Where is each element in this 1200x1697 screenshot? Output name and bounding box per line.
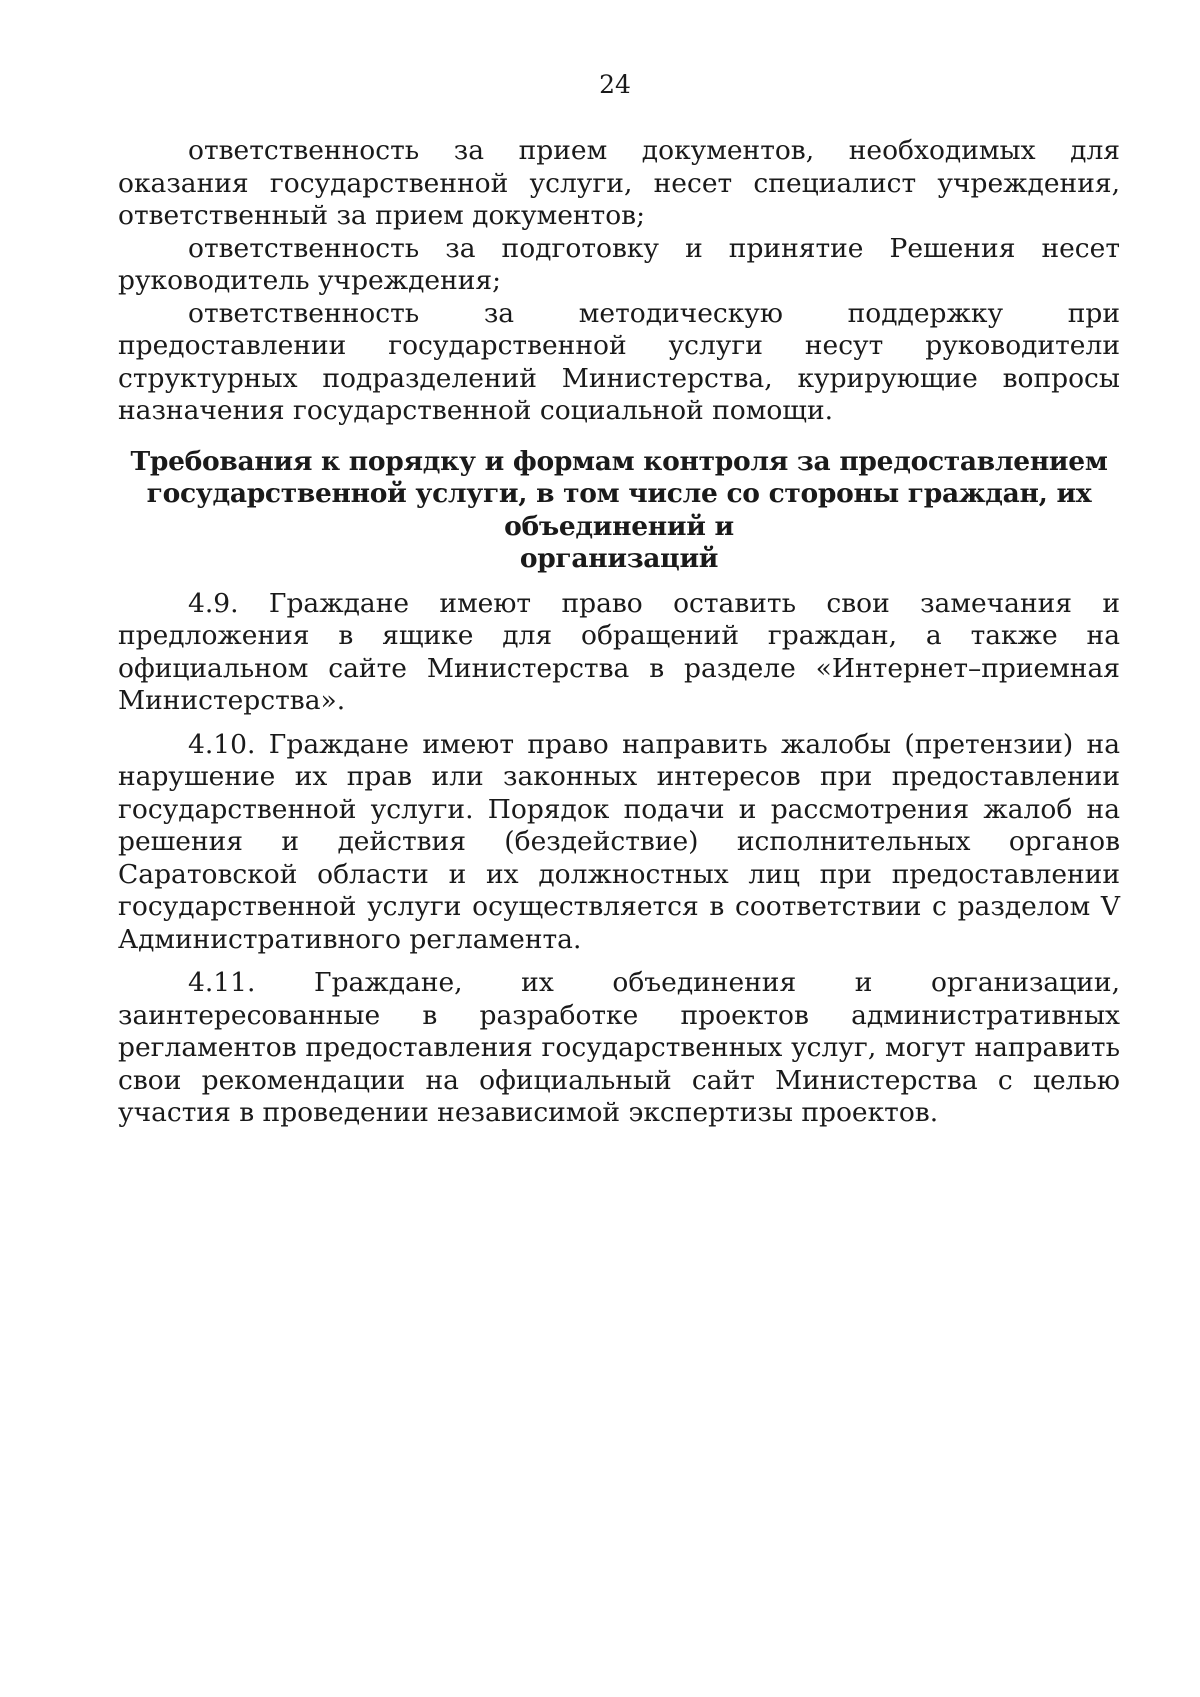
section-heading-line-1: Требования к порядку и формам контроля за предоставлением bbox=[130, 445, 1108, 477]
paragraph-4-9: 4.9. Граждане имеют право оставить свои замечания и предложения в ящике для обращений граждан, а также на официальном сайте Министерства в разделе «Интернет–приемная Министерства». bbox=[118, 587, 1120, 716]
paragraph-4-11: 4.11. Граждане, их объединения и организации, заинтересованные в разработке проектов административных регламентов предоставления государственных услуг, могут направить свои рекомендации на официальный сайт Министерства с целью участия в проведении независимой экспертизы проектов. bbox=[118, 967, 1120, 1128]
section-heading-line-3: организаций bbox=[519, 543, 719, 574]
section-heading bbox=[118, 446, 1120, 576]
paragraph-responsibility-decision: ответственность за подготовку и принятие Решения несет руководитель учреждения; bbox=[118, 232, 1120, 296]
paragraph-responsibility-intake: ответственность за прием документов, необходимых для оказания государственной услуги, несет специалист учреждения, ответственный за прием документов; bbox=[118, 135, 1120, 231]
document-body bbox=[118, 135, 1120, 1130]
page-number: 24 bbox=[599, 70, 631, 99]
paragraph-responsibility-methodology: ответственность за методическую поддержку при предоставлении государственной услуги несут руководители структурных подразделений Министерства, курирующие вопросы назначения государственной социальной помощи. bbox=[118, 297, 1120, 426]
paragraph-4-10: 4.10. Граждане имеют право направить жалобы (претензии) на нарушение их прав или законных интересов при предоставлении государственной услуги. Порядок подачи и рассмотрения жалоб на решения и действия (бездействие) исполнительных органов Саратовской области и их должностных лиц при предоставлении государственной услуги осуществляется в соответствии с разделом V Административного регламента. bbox=[118, 728, 1120, 955]
section-heading-line-2: государственной услуги, в том числе со стороны граждан, их объединений и bbox=[146, 478, 1092, 542]
